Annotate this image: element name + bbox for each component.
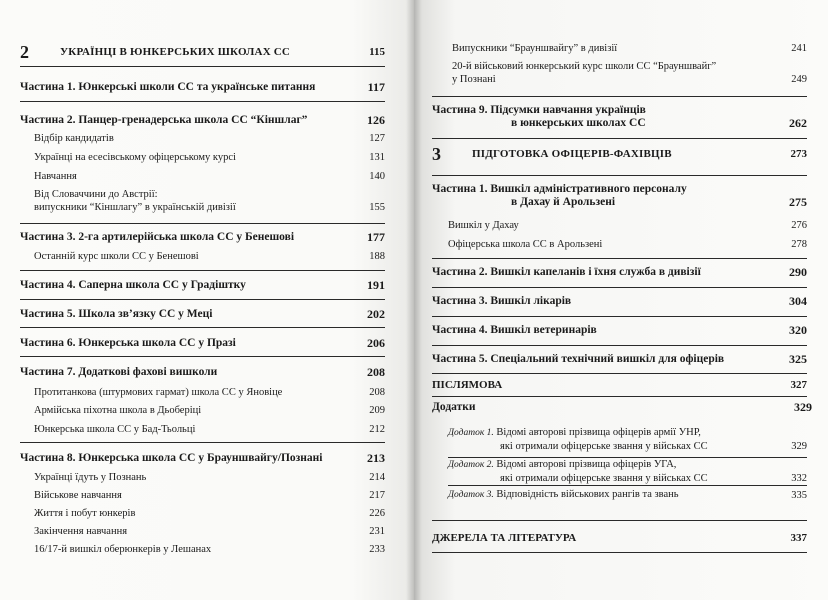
toc-chapter-2[interactable] bbox=[20, 42, 385, 62]
page-number: 209 bbox=[369, 405, 385, 416]
divider bbox=[432, 520, 807, 521]
divider bbox=[432, 373, 807, 374]
page-number: 329 bbox=[791, 441, 807, 452]
part-title: Частина 2. Вишкіл капеланів і їхня служба в дивізії bbox=[432, 266, 701, 278]
page-number: 335 bbox=[791, 490, 807, 501]
appendix-tag: Додаток 2. bbox=[448, 460, 494, 470]
toc-chapter-3[interactable] bbox=[432, 144, 807, 164]
item-title-line1: Відомі авторові прізвища офіцерів армії УНР, bbox=[496, 427, 701, 438]
toc-part-2-right[interactable] bbox=[432, 266, 807, 279]
page-number: 131 bbox=[369, 152, 385, 163]
divider bbox=[432, 96, 807, 97]
part-title-line2: в Дахау й Арользені bbox=[511, 196, 616, 208]
page-number: 249 bbox=[791, 74, 807, 85]
chapter-number: 2 bbox=[20, 42, 29, 62]
page-number: 262 bbox=[789, 116, 807, 130]
divider bbox=[20, 356, 385, 357]
toc-item[interactable] bbox=[34, 423, 385, 436]
divider bbox=[432, 175, 807, 176]
page-number: 241 bbox=[791, 43, 807, 54]
toc-appendix-2[interactable] bbox=[448, 458, 807, 485]
divider bbox=[432, 258, 807, 259]
page-number: 337 bbox=[790, 532, 807, 544]
item-title: Офіцерська школа СС в Арользені bbox=[448, 239, 603, 250]
page-number: 191 bbox=[367, 278, 385, 292]
part-title: Частина 5. Спеціальний технічний вишкіл для офіцерів bbox=[432, 353, 725, 365]
page-number: 115 bbox=[369, 46, 385, 58]
divider bbox=[20, 442, 385, 443]
divider bbox=[20, 299, 385, 300]
divider bbox=[20, 327, 385, 328]
item-title-line2: у Познані bbox=[452, 74, 496, 85]
toc-item[interactable] bbox=[34, 151, 385, 164]
toc-appendix-1[interactable] bbox=[448, 426, 807, 453]
part-title bbox=[432, 183, 789, 209]
divider bbox=[432, 396, 807, 397]
item-title: Протитанкова (штурмових гармат) школа СС у Яновіце bbox=[34, 387, 283, 398]
page-number: 329 bbox=[794, 400, 812, 414]
page-number: 208 bbox=[367, 365, 385, 379]
toc-part-7[interactable] bbox=[20, 366, 385, 379]
item-title: Армійська піхотна школа в Дьоберіці bbox=[34, 405, 202, 416]
page-number: 320 bbox=[789, 323, 807, 337]
toc-item[interactable] bbox=[448, 238, 807, 251]
chapter-title: УКРАЇНЦІ В ЮНКЕРСЬКИХ ШКОЛАХ СС bbox=[60, 46, 291, 58]
toc-item[interactable] bbox=[34, 507, 385, 520]
item-title-line1: Від Словаччини до Австрії: bbox=[34, 189, 158, 200]
toc-afterword[interactable] bbox=[432, 379, 807, 392]
divider bbox=[432, 138, 807, 139]
divider bbox=[448, 485, 807, 486]
page-number: 126 bbox=[367, 113, 385, 127]
page-number: 213 bbox=[367, 451, 385, 465]
part-title-line1: Частина 9. Підсумки навчання українців bbox=[432, 104, 646, 116]
item-title: Українці на есесівському офіцерському курсі bbox=[34, 152, 236, 163]
page-number: 290 bbox=[789, 265, 807, 279]
item-title: Юнкерська школа СС у Бад-Тьольці bbox=[34, 424, 196, 435]
page-number: 275 bbox=[789, 195, 807, 209]
page-number: 127 bbox=[369, 133, 385, 144]
page-number: 117 bbox=[367, 80, 385, 94]
item-title-line2: випускники “Кіншлагу” в українській дивізії bbox=[34, 202, 236, 213]
toc-part-5-right[interactable] bbox=[432, 353, 807, 366]
part-title: Частина 5. Школа зв’язку СС у Меці bbox=[20, 308, 213, 320]
page-number: 155 bbox=[369, 202, 385, 213]
chapter-number: 3 bbox=[432, 144, 441, 164]
item-title: Вишкіл у Дахау bbox=[448, 220, 519, 231]
toc-part-5[interactable] bbox=[20, 308, 385, 321]
toc-part-1-right[interactable] bbox=[432, 183, 807, 209]
item-title: Українці їдуть у Познань bbox=[34, 472, 147, 483]
part-title: Частина 1. Юнкерські школи СС та українське питання bbox=[20, 81, 316, 93]
toc-part-2[interactable] bbox=[20, 114, 385, 127]
page-number: 226 bbox=[369, 508, 385, 519]
toc-item[interactable] bbox=[448, 219, 807, 232]
item-title-line1: Відомі авторові прізвища офіцерів УГА, bbox=[496, 459, 677, 470]
item-title-line1: 20-й військовий юнкерський курс школи СС “Брауншвайг” bbox=[452, 61, 717, 72]
toc-item[interactable] bbox=[34, 386, 385, 399]
item-title: Військове навчання bbox=[34, 490, 122, 501]
item-title: Останній курс школи СС у Бенешові bbox=[34, 251, 199, 262]
part-title: Частина 3. 2-га артилерійська школа СС у Бенешові bbox=[20, 231, 295, 243]
section-title: Додатки bbox=[432, 401, 476, 413]
toc-item[interactable] bbox=[34, 404, 385, 417]
item-title: 16/17-й вишкіл оберюнкерів у Лешанах bbox=[34, 544, 212, 555]
toc-item[interactable] bbox=[34, 188, 385, 214]
item-title: Закінчення навчання bbox=[34, 526, 128, 537]
toc-sources[interactable] bbox=[432, 532, 807, 545]
toc-item[interactable] bbox=[34, 170, 385, 183]
item-title: Життя і побут юнкерів bbox=[34, 508, 136, 519]
page-number: 214 bbox=[369, 472, 385, 483]
item-title bbox=[448, 488, 791, 502]
part-title: Частина 4. Саперна школа СС у Градіштку bbox=[20, 279, 246, 291]
part-title-line2: в юнкерських школах СС bbox=[511, 117, 646, 129]
toc-item[interactable] bbox=[34, 543, 385, 556]
toc-part-4[interactable] bbox=[20, 279, 385, 292]
divider bbox=[432, 316, 807, 317]
item-title: Навчання bbox=[34, 171, 77, 182]
section-title: ПІСЛЯМОВА bbox=[432, 379, 503, 391]
divider bbox=[20, 66, 385, 67]
item-title-line1: Відповідність військових рангів та звань bbox=[496, 489, 679, 500]
part-title bbox=[432, 104, 789, 130]
toc-item[interactable] bbox=[34, 132, 385, 145]
page-number: 332 bbox=[791, 473, 807, 484]
page-number: 278 bbox=[791, 239, 807, 250]
item-title-line2: які отримали офіцерське звання у військах СС bbox=[500, 441, 708, 452]
item-title: Випускники “Брауншвайгу” в дивізії bbox=[452, 43, 618, 54]
page-number: 177 bbox=[367, 230, 385, 244]
page-number: 140 bbox=[369, 171, 385, 182]
page-number: 217 bbox=[369, 490, 385, 501]
part-title: Частина 8. Юнкерська школа СС у Брауншвайгу/Познані bbox=[20, 452, 323, 464]
divider bbox=[432, 345, 807, 346]
page-number: 231 bbox=[369, 526, 385, 537]
toc-part-9[interactable] bbox=[432, 104, 807, 130]
divider bbox=[20, 270, 385, 271]
part-title-line1: Частина 1. Вишкіл адміністративного персоналу bbox=[432, 183, 687, 195]
toc-item[interactable] bbox=[34, 489, 385, 502]
divider bbox=[20, 223, 385, 224]
toc-part-3[interactable] bbox=[20, 231, 385, 244]
page-number: 188 bbox=[369, 251, 385, 262]
page-number: 233 bbox=[369, 544, 385, 555]
page-number: 327 bbox=[790, 379, 807, 391]
page-number: 325 bbox=[789, 352, 807, 366]
page-number: 202 bbox=[367, 307, 385, 321]
divider bbox=[432, 287, 807, 288]
item-title bbox=[452, 60, 791, 86]
toc-appendices[interactable] bbox=[432, 401, 812, 414]
chapter-title: ПІДГОТОВКА ОФІЦЕРІВ-ФАХІВЦІВ bbox=[472, 148, 672, 160]
section-title: ДЖЕРЕЛА ТА ЛІТЕРАТУРА bbox=[432, 532, 577, 544]
page-number: 208 bbox=[369, 387, 385, 398]
toc-item[interactable] bbox=[34, 471, 385, 484]
toc-part-6[interactable] bbox=[20, 337, 385, 350]
item-title: Відбір кандидатів bbox=[34, 133, 114, 144]
toc-item[interactable] bbox=[452, 42, 807, 55]
part-title: Частина 4. Вишкіл ветеринарів bbox=[432, 324, 597, 336]
right-page bbox=[414, 0, 828, 600]
page-number: 273 bbox=[790, 148, 807, 160]
divider bbox=[20, 101, 385, 102]
toc-part-4-right[interactable] bbox=[432, 324, 807, 337]
part-title: Частина 2. Панцер-гренадерська школа СС “Кіншлаг” bbox=[20, 114, 308, 126]
part-title: Частина 6. Юнкерська школа СС у Празі bbox=[20, 337, 236, 349]
page-number: 276 bbox=[791, 220, 807, 231]
toc-item[interactable] bbox=[452, 60, 807, 86]
appendix-tag: Додаток 3. bbox=[448, 490, 494, 500]
page-number: 206 bbox=[367, 336, 385, 350]
toc-item[interactable] bbox=[34, 525, 385, 538]
part-title: Частина 3. Вишкіл лікарів bbox=[432, 295, 572, 307]
part-title: Частина 7. Додаткові фахові вишколи bbox=[20, 366, 218, 378]
divider bbox=[432, 552, 807, 553]
appendix-tag: Додаток 1. bbox=[448, 428, 494, 438]
toc-appendix-3[interactable] bbox=[448, 488, 807, 502]
page-number: 304 bbox=[789, 294, 807, 308]
toc-item[interactable] bbox=[34, 250, 385, 263]
item-title-line2: які отримали офіцерське звання у військах СС bbox=[500, 473, 708, 484]
item-title bbox=[448, 458, 791, 485]
item-title bbox=[448, 426, 791, 453]
toc-part-1[interactable] bbox=[20, 81, 385, 94]
page-number: 212 bbox=[369, 424, 385, 435]
item-title bbox=[34, 188, 369, 214]
toc-part-3-right[interactable] bbox=[432, 295, 807, 308]
toc-part-8[interactable] bbox=[20, 452, 385, 465]
